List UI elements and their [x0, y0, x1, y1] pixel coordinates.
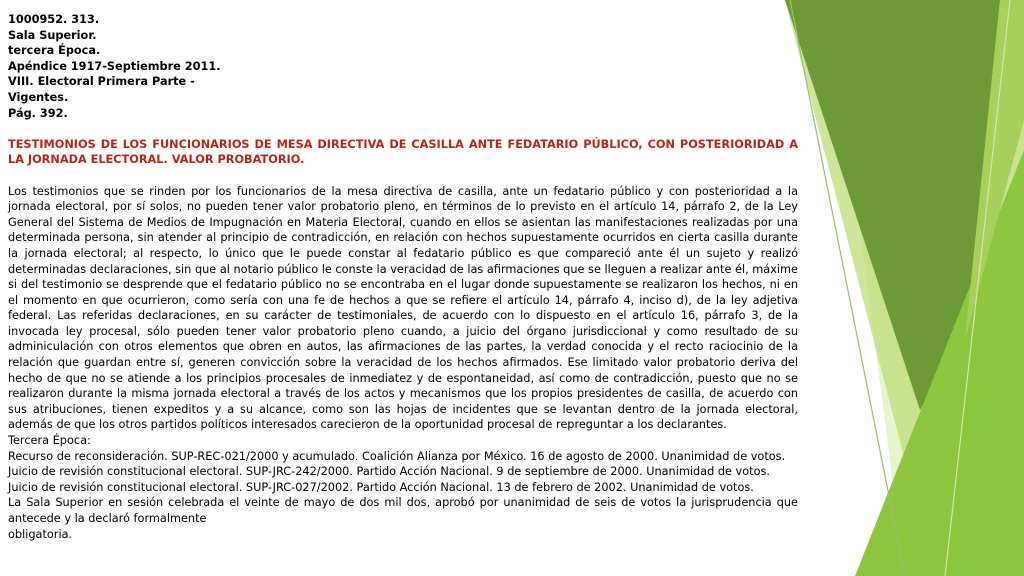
status: Vigentes. [8, 90, 69, 104]
precedent-item: Juicio de revisión constitucional electoral. SUP-JRC-242/2000. Partido Acción Nacional. 9 de septiembre de 2000. Unanimidad de votos. [8, 465, 770, 479]
thesis-heading: TESTIMONIOS DE LOS FUNCIONARIOS DE MESA DIRECTIVA DE CASILLA ANTE FEDATARIO PÚBLICO, CON POSTERIORIDAD A LA JORNADA ELECTORAL. VALOR PROBATORIO. [8, 137, 798, 167]
jurisprudence-text [8, 12, 798, 542]
volume: VIII. Electoral Primera Parte - [8, 75, 195, 89]
registry-number: 1000952. 313. [8, 13, 100, 26]
precedent-item: Recurso de reconsideración. SUP-REC-021/2000 y acumulado. Coalición Alianza por México. 16 de agosto de 2000. Unanimidad de votos. [8, 449, 786, 463]
precedents-label: Tercera Época: [8, 434, 91, 448]
epoch: tercera Época. [8, 44, 101, 58]
closing-tail: obligatoria. [8, 527, 73, 541]
closing-statement: La Sala Superior en sesión celebrada el veinte de mayo de dos mil dos, aprobó por unanimidad de seis de votos la jurisprudencia que antecede y la declaró formalmente [8, 496, 798, 525]
thesis-body: Los testimonios que se rinden por los funcionarios de la mesa directiva de casilla, ante un fedatario público y con posterioridad a la jornada electoral, por sí solos, no pueden tener valor probatorio pleno, en términos de lo previsto en el artículo 14, párrafo 2, de la Ley General del Sistema de Medios de Impugnación en Materia Electoral, cuando en ellos se asientan las manifestaciones realizadas por una determinada persona, sin atender al principio de contradicción, en relación con hechos supuestamente ocurridos en cierta casilla durante la jornada electoral; al respecto, lo único que le puede constar al fedatario público es que compareció ante él un sujeto y realizó determinadas declaraciones, sin que al notario público le conste la veracidad de las afirmaciones que se lleguen a realizar ante él, máxime si del testimonio se desprende que el fedatario público no se encontraba en el lugar donde supuestamente se realizaron los hechos, ni en el momento en que ocurrieron, como sería con una fe de hechos a que se refiere el artículo 14, párrafo 4, inciso d), de la ley adjetiva federal. Las referidas declaraciones, en su carácter de testimoniales, de acuerdo con lo dispuesto en el artículo 16, párrafo 3, de la invocada ley procesal, sólo pueden tener valor probatorio pleno cuando, a juicio del órgano jurisdiccional y como resultado de su adminiculación con otros elementos que obren en autos, las afirmaciones de las partes, la verdad conocida y el recto raciocinio de la relación que guardan entre sí, generen convicción sobre la veracidad de los hechos afirmados. Ese limitado valor probatorio deriva del hecho de que no se atiende a los principios procesales de inmediatez y de espontaneidad, así como de contradicción, puesto que no se realizaron durante la misma jornada electoral a través de los actos y mecanismos que los propios presidentes de casilla, de acuerdo con sus atribuciones, tienen expeditos y a su alcance, como son las hojas de incidentes que se levantan dentro de la jornada electoral, además de que los otros partidos políticos interesados carecieron de la oportunidad procesal de repreguntar a los declarantes. [8, 184, 798, 432]
page-reference: Pág. 392. [8, 106, 68, 120]
appendix: Apéndice 1917-Septiembre 2011. [8, 59, 221, 73]
precedent-item: Juicio de revisión constitucional electoral. SUP-JRC-027/2002. Partido Acción Nacional. 13 de febrero de 2002. Unanimidad de votos. [8, 480, 754, 494]
court-name: Sala Superior. [8, 28, 97, 42]
